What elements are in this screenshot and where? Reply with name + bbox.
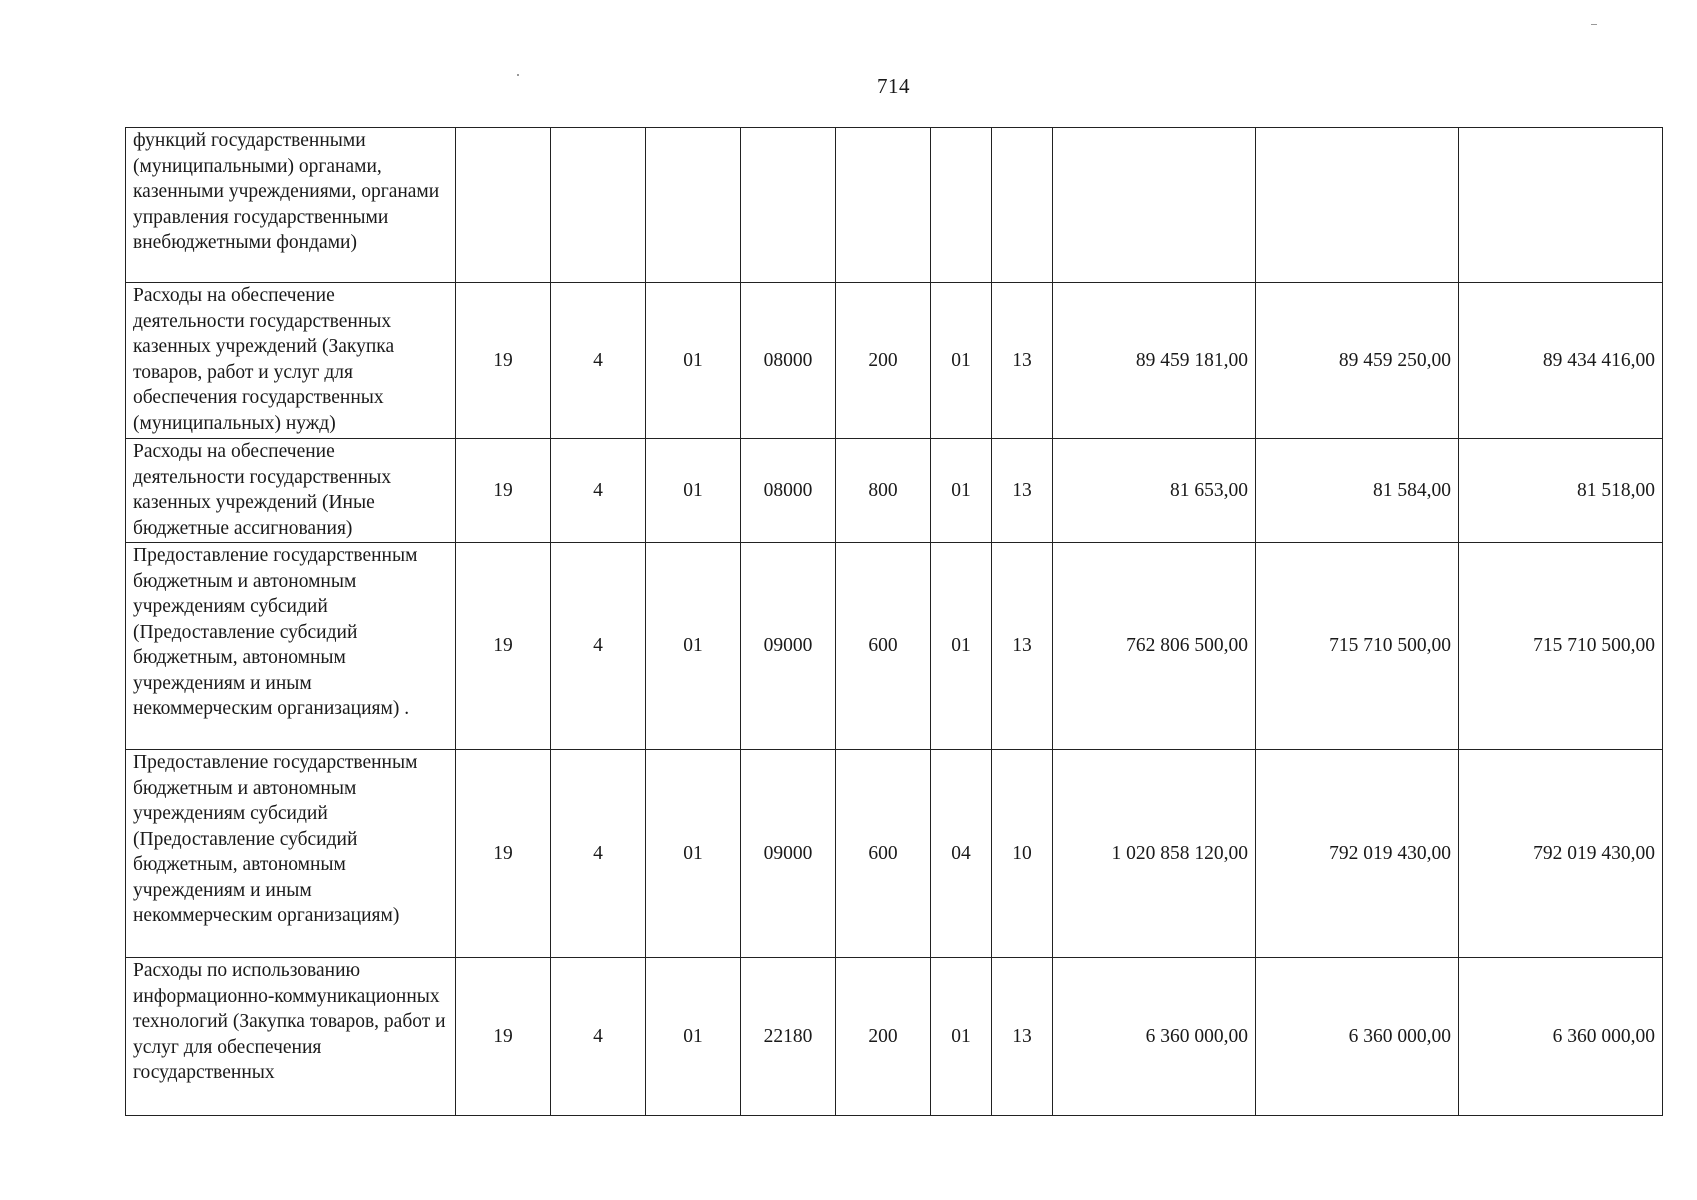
row-description: Расходы по использованию информационно-коммуникационных технологий (Закупка товаров, работ и услуг для обеспечения государственных [126,958,456,1116]
budget-table [125,127,1663,1116]
code-cell [741,128,836,283]
amount-cell: 89 459 250,00 [1256,283,1459,439]
code-cell: 08000 [741,283,836,439]
code-cell: 08000 [741,439,836,543]
code-cell: 10 [992,750,1053,958]
code-cell: 19 [456,439,551,543]
amount-cell: 6 360 000,00 [1256,958,1459,1116]
table-row [126,128,1663,283]
code-cell: 4 [551,439,646,543]
code-cell: 19 [456,958,551,1116]
code-cell [646,128,741,283]
code-cell [456,128,551,283]
amount-cell [1053,128,1256,283]
amount-cell: 89 434 416,00 [1459,283,1663,439]
table-row [126,958,1663,1116]
code-cell: 13 [992,543,1053,750]
code-cell: 01 [646,958,741,1116]
code-cell: 01 [646,750,741,958]
amount-cell: 81 653,00 [1053,439,1256,543]
row-description: Расходы на обеспечение деятельности государственных казенных учреждений (Закупка товаров, работ и услуг для обеспечения государственных (муниципальных) нужд) [126,283,456,439]
amount-cell: 715 710 500,00 [1256,543,1459,750]
amount-cell: 89 459 181,00 [1053,283,1256,439]
table-row [126,543,1663,750]
amount-cell: 6 360 000,00 [1053,958,1256,1116]
amount-cell: 81 518,00 [1459,439,1663,543]
code-cell: 19 [456,543,551,750]
row-description: Предоставление государственным бюджетным и автономным учреждениям субсидий (Предоставление субсидий бюджетным, автономным учреждениям и иным некоммерческим организациям) . [126,543,456,750]
amount-cell: 715 710 500,00 [1459,543,1663,750]
code-cell: 01 [931,439,992,543]
code-cell: 22180 [741,958,836,1116]
code-cell: 600 [836,750,931,958]
code-cell [836,128,931,283]
code-cell: 01 [931,283,992,439]
code-cell [551,128,646,283]
table-row [126,439,1663,543]
code-cell: 01 [646,439,741,543]
row-description: Предоставление государственным бюджетным и автономным учреждениям субсидий (Предоставление субсидий бюджетным, автономным учреждениям и иным некоммерческим организациям) [126,750,456,958]
amount-cell: 81 584,00 [1256,439,1459,543]
row-description: функций государственными (муниципальными) органами, казенными учреждениями, органами управления государственными внебюджетными фондами) [126,128,456,283]
code-cell: 200 [836,283,931,439]
code-cell: 04 [931,750,992,958]
amount-cell: 6 360 000,00 [1459,958,1663,1116]
table-row [126,283,1663,439]
code-cell: 09000 [741,750,836,958]
code-cell: 13 [992,283,1053,439]
amount-cell [1256,128,1459,283]
table-row [126,750,1663,958]
amount-cell: 792 019 430,00 [1256,750,1459,958]
code-cell: 01 [646,283,741,439]
code-cell: 01 [931,958,992,1116]
scan-speck [517,74,519,76]
code-cell: 19 [456,750,551,958]
code-cell: 200 [836,958,931,1116]
code-cell: 19 [456,283,551,439]
amount-cell: 1 020 858 120,00 [1053,750,1256,958]
code-cell: 600 [836,543,931,750]
code-cell: 4 [551,283,646,439]
code-cell: 800 [836,439,931,543]
code-cell [992,128,1053,283]
amount-cell [1459,128,1663,283]
amount-cell: 762 806 500,00 [1053,543,1256,750]
code-cell [931,128,992,283]
code-cell: 4 [551,543,646,750]
scan-speck [1591,24,1597,25]
code-cell: 09000 [741,543,836,750]
page-number: 714 [877,74,910,98]
code-cell: 13 [992,958,1053,1116]
code-cell: 01 [931,543,992,750]
code-cell: 4 [551,958,646,1116]
code-cell: 01 [646,543,741,750]
code-cell: 13 [992,439,1053,543]
code-cell: 4 [551,750,646,958]
amount-cell: 792 019 430,00 [1459,750,1663,958]
row-description: Расходы на обеспечение деятельности государственных казенных учреждений (Иные бюджетные ассигнования) [126,439,456,543]
